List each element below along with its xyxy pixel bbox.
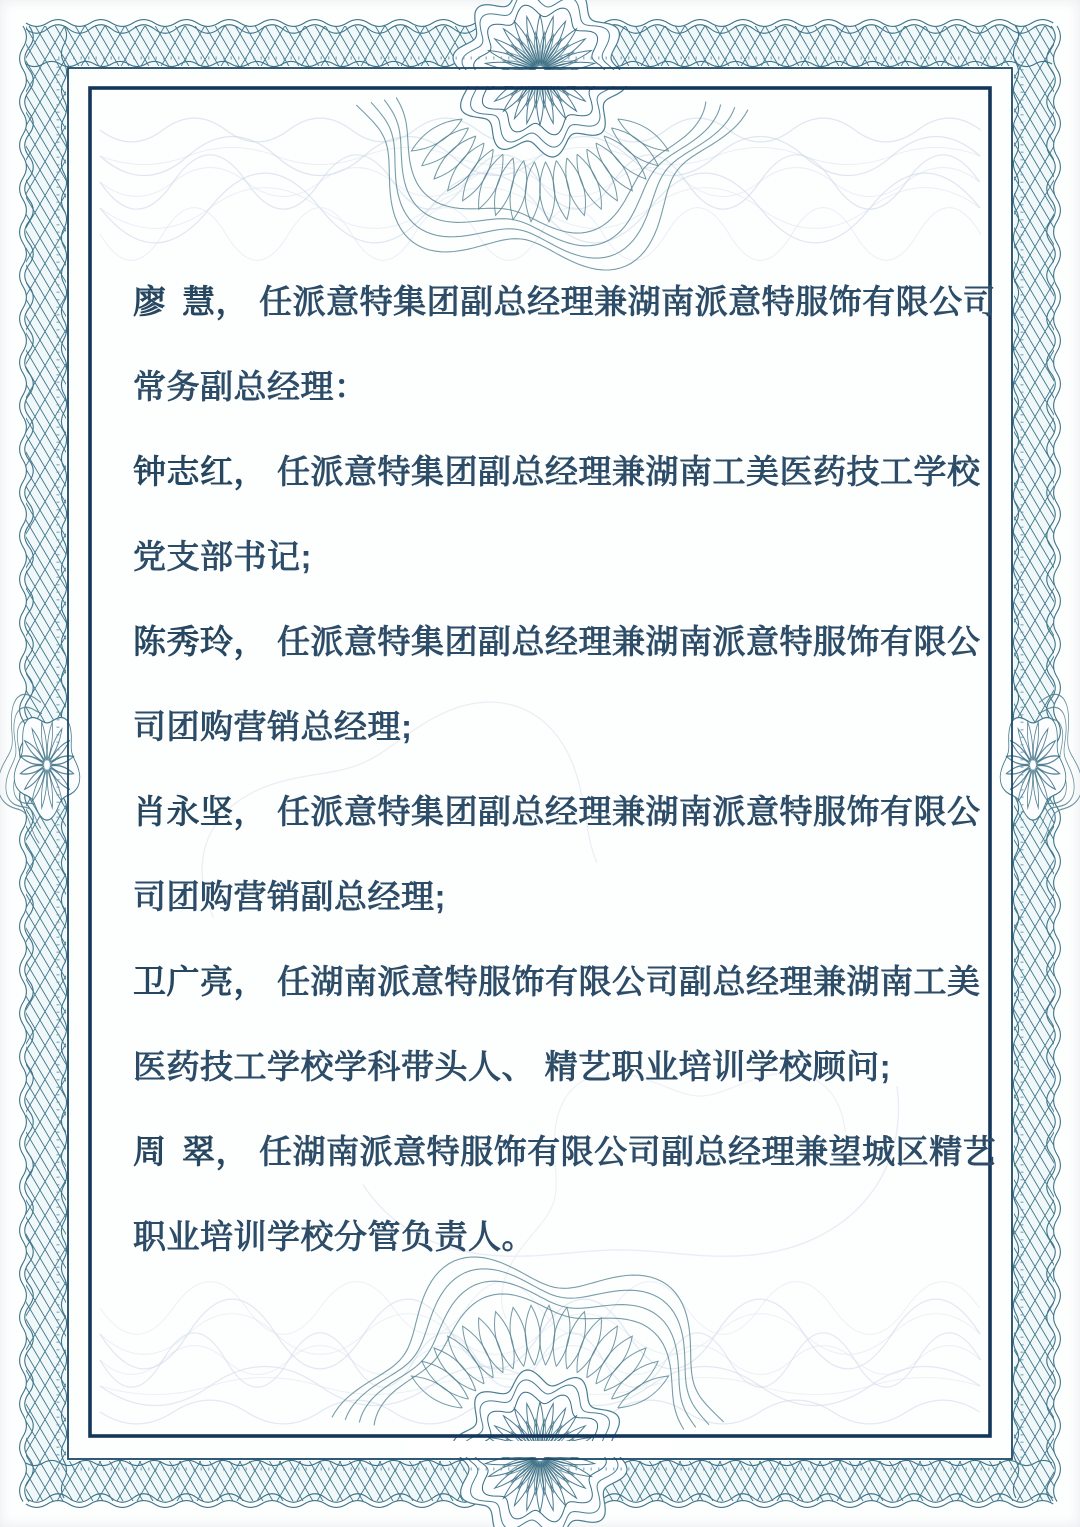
- person-name: 卫广亮，: [133, 963, 267, 1000]
- appointment-line: [133, 854, 973, 939]
- appointment-body: 任湖南派意特服饰有限公司副总经理兼望城区精艺: [259, 1133, 997, 1170]
- appointment-body: 司团购营销总经理;: [133, 708, 413, 745]
- appointment-line: [133, 939, 981, 1024]
- person-name: 陈秀玲，: [133, 623, 267, 660]
- appointment-body: 司团购营销副总经理;: [133, 878, 446, 915]
- appointment-line: [133, 344, 973, 429]
- appointment-line: [133, 1024, 973, 1109]
- appointment-body: 职业培训学校分管负责人。: [133, 1218, 535, 1255]
- appointment-line: [133, 1194, 973, 1279]
- appointment-line: [133, 514, 973, 599]
- person-name: 廖 慧，: [133, 283, 250, 320]
- appointment-body: 任派意特集团副总经理兼湖南派意特服饰有限公司: [259, 283, 997, 320]
- appointment-body: 医药技工学校学科带头人、 精艺职业培训学校顾问;: [133, 1048, 892, 1085]
- appointment-body: 党支部书记;: [133, 538, 312, 575]
- appointment-line: [133, 599, 981, 684]
- appointment-line: [133, 1109, 997, 1194]
- person-name: 肖永坚，: [133, 793, 267, 830]
- appointment-body: 任派意特集团副总经理兼湖南工美医药技工学校: [277, 453, 981, 490]
- appointment-line: [133, 684, 973, 769]
- person-name: 周 翠，: [133, 1133, 250, 1170]
- appointment-text-block: [133, 259, 997, 1279]
- appointment-line: [133, 259, 997, 344]
- appointment-body: 任派意特集团副总经理兼湖南派意特服饰有限公: [277, 793, 981, 830]
- appointment-line: [133, 769, 981, 854]
- appointment-body: 常务副总经理：: [133, 368, 368, 405]
- appointment-body: 任派意特集团副总经理兼湖南派意特服饰有限公: [277, 623, 981, 660]
- appointment-line: [133, 429, 981, 514]
- person-name: 钟志红，: [133, 453, 267, 490]
- appointment-body: 任湖南派意特服饰有限公司副总经理兼湖南工美: [277, 963, 981, 1000]
